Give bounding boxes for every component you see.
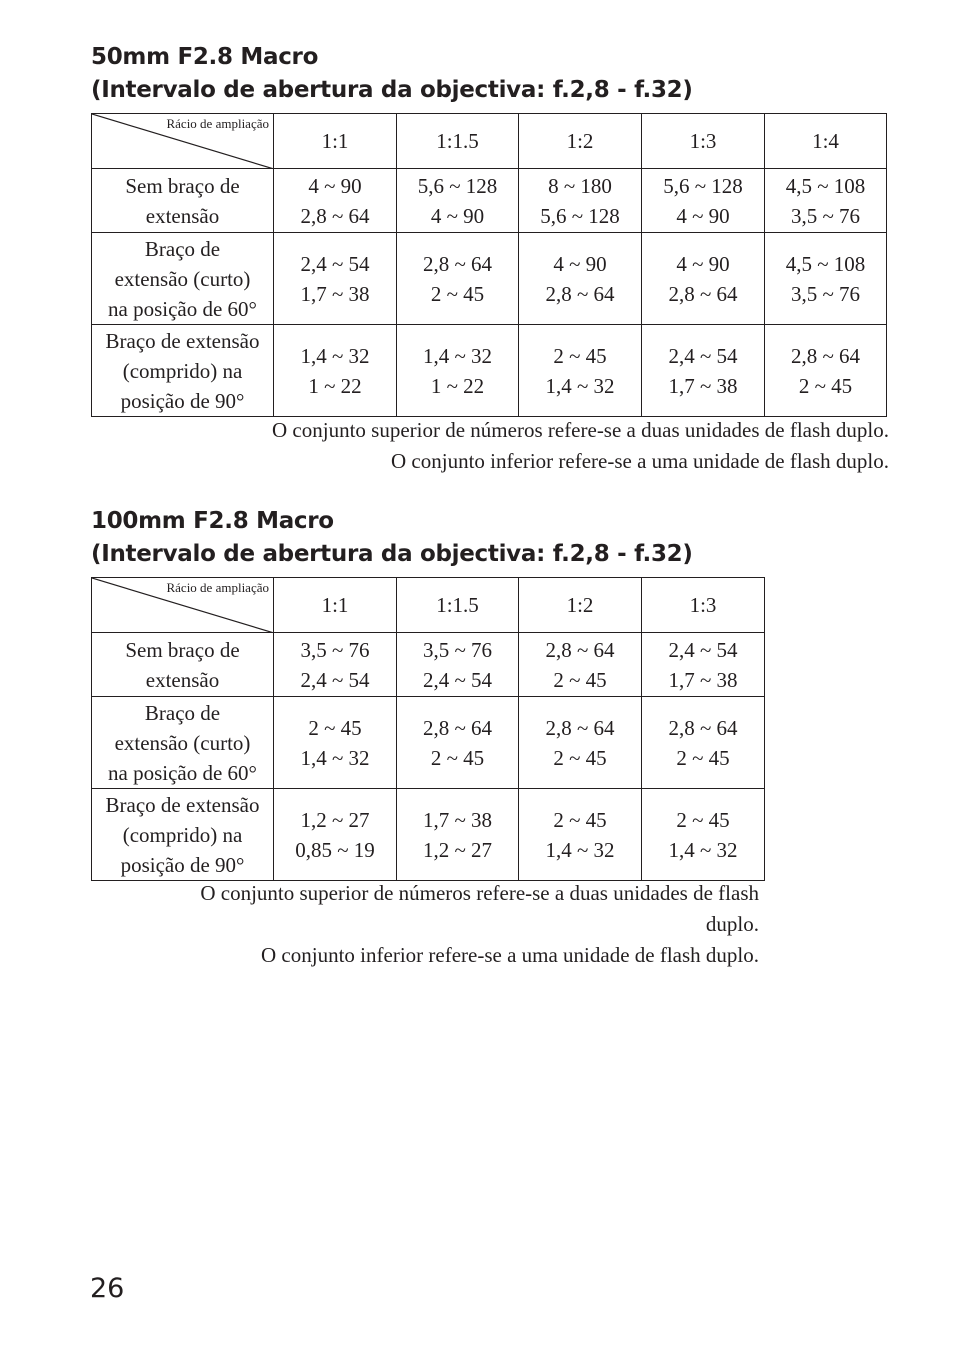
- upper-value: 2 ~ 45: [676, 807, 730, 832]
- value-cell: [519, 233, 642, 325]
- column-header: 1:1: [274, 114, 397, 169]
- table-header-row: [92, 114, 887, 169]
- upper-value: 2,4 ~ 54: [668, 637, 738, 662]
- value-cell: [519, 789, 642, 881]
- column-header: 1:2: [519, 578, 642, 633]
- value-cell: [397, 233, 519, 325]
- row-header-line: extensão (curto): [114, 266, 251, 291]
- lower-value: 2,4 ~ 54: [300, 667, 370, 692]
- value-cell: [397, 789, 519, 881]
- value-cell: [274, 169, 397, 233]
- row-header-line: posição de 90°: [120, 388, 245, 413]
- lower-value: 2,4 ~ 54: [422, 667, 493, 692]
- row-header-line: Braço de: [144, 236, 221, 261]
- upper-value: 2,8 ~ 64: [422, 251, 493, 276]
- value-cell: [765, 325, 887, 417]
- lower-value: 1,7 ~ 38: [300, 281, 370, 306]
- lower-value: 2 ~ 45: [798, 373, 853, 398]
- value-cell: [519, 169, 642, 233]
- lower-value: 1,7 ~ 38: [668, 373, 738, 398]
- value-cell: [642, 633, 765, 697]
- row-header: [92, 169, 274, 233]
- value-cell: [274, 697, 397, 789]
- table-header-row: [92, 578, 765, 633]
- row-header-line: Sem braço de: [125, 637, 240, 662]
- lower-value: 0,85 ~ 19: [295, 837, 375, 862]
- upper-value: 1,4 ~ 32: [422, 343, 493, 368]
- title-line: (Intervalo de abertura da objectiva: f.2,8 - f.32): [91, 541, 693, 567]
- table-row: [92, 789, 765, 881]
- lower-value: 1,4 ~ 32: [300, 745, 370, 770]
- value-cell: [642, 697, 765, 789]
- lower-value: 1 ~ 22: [308, 373, 362, 398]
- page-number: 26: [90, 1273, 125, 1304]
- row-header: [92, 325, 274, 417]
- value-cell: [397, 633, 519, 697]
- lower-value: 4 ~ 90: [430, 203, 485, 228]
- upper-value: 4 ~ 90: [676, 251, 730, 276]
- row-header-line: Braço de extensão: [105, 792, 260, 817]
- value-cell: [519, 633, 642, 697]
- footnote-line: O conjunto superior de números refere-se a duas unidades de flash: [200, 881, 759, 905]
- column-header: 1:1: [274, 578, 397, 633]
- upper-value: 2,8 ~ 64: [545, 637, 615, 662]
- table-row: [92, 697, 765, 789]
- table-footnote-100mm: [200, 878, 759, 971]
- lower-value: 2 ~ 45: [430, 745, 485, 770]
- value-cell: [519, 697, 642, 789]
- row-header-line: na posição de 60°: [108, 760, 257, 785]
- value-cell: [274, 633, 397, 697]
- value-cell: [274, 789, 397, 881]
- aperture-table-100mm: [91, 577, 765, 881]
- value-cell: [397, 169, 519, 233]
- section-title-50mm: [91, 41, 693, 107]
- column-header: 1:4: [765, 114, 887, 169]
- value-cell: [642, 325, 765, 417]
- upper-value: 4 ~ 90: [553, 251, 607, 276]
- value-cell: [642, 233, 765, 325]
- lower-value: 1,4 ~ 32: [545, 837, 615, 862]
- corner-header-cell: [92, 114, 274, 169]
- section-title-100mm: [91, 505, 693, 571]
- table-row: [92, 169, 887, 233]
- lower-value: 3,5 ~ 76: [790, 281, 861, 306]
- column-header: 1:1.5: [397, 578, 519, 633]
- upper-value: 4 ~ 90: [308, 173, 362, 198]
- upper-value: 4,5 ~ 108: [785, 173, 866, 198]
- lower-value: 1,4 ~ 32: [668, 837, 738, 862]
- lower-value: 3,5 ~ 76: [790, 203, 861, 228]
- column-header: 1:3: [642, 578, 765, 633]
- value-cell: [642, 789, 765, 881]
- lower-value: 2 ~ 45: [676, 745, 730, 770]
- magnification-ratio-label: Rácio de ampliação: [166, 116, 269, 131]
- footnote-line: O conjunto superior de números refere-se a duas unidades de flash duplo.: [272, 418, 889, 442]
- row-header-line: Braço de extensão: [105, 328, 260, 353]
- row-header-line: Braço de: [144, 700, 221, 725]
- footnote-line: duplo.: [705, 912, 759, 936]
- lower-value: 2 ~ 45: [430, 281, 485, 306]
- value-cell: [765, 233, 887, 325]
- table-row: [92, 633, 765, 697]
- row-header: [92, 233, 274, 325]
- upper-value: 4,5 ~ 108: [785, 251, 866, 276]
- row-header: [92, 789, 274, 881]
- lower-value: 2 ~ 45: [553, 667, 607, 692]
- column-header: 1:3: [642, 114, 765, 169]
- upper-value: 3,5 ~ 76: [300, 637, 370, 662]
- row-header-line: Sem braço de: [125, 173, 240, 198]
- row-header-line: extensão: [145, 667, 220, 692]
- value-cell: [274, 233, 397, 325]
- value-cell: [519, 325, 642, 417]
- value-cell: [397, 325, 519, 417]
- footnote-line: O conjunto inferior refere-se a uma unidade de flash duplo.: [391, 449, 889, 473]
- title-line: (Intervalo de abertura da objectiva: f.2,8 - f.32): [91, 77, 693, 103]
- upper-value: 3,5 ~ 76: [422, 637, 493, 662]
- row-header-line: extensão: [145, 203, 220, 228]
- upper-value: 8 ~ 180: [548, 173, 612, 198]
- upper-value: 5,6 ~ 128: [663, 173, 743, 198]
- row-header: [92, 633, 274, 697]
- lower-value: 2,8 ~ 64: [668, 281, 738, 306]
- lower-value: 1,2 ~ 27: [422, 837, 493, 862]
- value-cell: [765, 169, 887, 233]
- upper-value: 2,8 ~ 64: [790, 343, 861, 368]
- row-header-line: (comprido) na: [122, 822, 243, 847]
- corner-header-cell: [92, 578, 274, 633]
- upper-value: 2 ~ 45: [553, 343, 607, 368]
- table-row: [92, 233, 887, 325]
- table-row: [92, 325, 887, 417]
- lower-value: 2,8 ~ 64: [545, 281, 615, 306]
- upper-value: 2,4 ~ 54: [668, 343, 738, 368]
- row-header-line: (comprido) na: [122, 358, 243, 383]
- row-header-line: extensão (curto): [114, 730, 251, 755]
- lower-value: 1,4 ~ 32: [545, 373, 615, 398]
- lower-value: 2,8 ~ 64: [300, 203, 370, 228]
- row-header-line: na posição de 60°: [108, 296, 257, 321]
- upper-value: 1,4 ~ 32: [300, 343, 370, 368]
- title-line: 100mm F2.8 Macro: [91, 508, 334, 534]
- lower-value: 1 ~ 22: [430, 373, 485, 398]
- lower-value: 1,7 ~ 38: [668, 667, 738, 692]
- footnote-line: O conjunto inferior refere-se a uma unidade de flash duplo.: [261, 943, 759, 967]
- upper-value: 2 ~ 45: [553, 807, 607, 832]
- upper-value: 2 ~ 45: [308, 715, 362, 740]
- lower-value: 2 ~ 45: [553, 745, 607, 770]
- row-header: [92, 697, 274, 789]
- aperture-table-50mm: [91, 113, 887, 417]
- value-cell: [397, 697, 519, 789]
- magnification-ratio-label: Rácio de ampliação: [166, 580, 269, 595]
- row-header-line: posição de 90°: [120, 852, 245, 877]
- value-cell: [642, 169, 765, 233]
- upper-value: 2,8 ~ 64: [422, 715, 493, 740]
- lower-value: 4 ~ 90: [676, 203, 730, 228]
- table-footnote-50mm: [272, 415, 889, 477]
- upper-value: 2,4 ~ 54: [300, 251, 370, 276]
- upper-value: 2,8 ~ 64: [668, 715, 738, 740]
- value-cell: [274, 325, 397, 417]
- column-header: 1:2: [519, 114, 642, 169]
- upper-value: 1,2 ~ 27: [300, 807, 370, 832]
- upper-value: 5,6 ~ 128: [417, 173, 498, 198]
- upper-value: 1,7 ~ 38: [422, 807, 493, 832]
- upper-value: 2,8 ~ 64: [545, 715, 615, 740]
- column-header: 1:1.5: [397, 114, 519, 169]
- title-line: 50mm F2.8 Macro: [91, 44, 319, 70]
- lower-value: 5,6 ~ 128: [540, 203, 620, 228]
